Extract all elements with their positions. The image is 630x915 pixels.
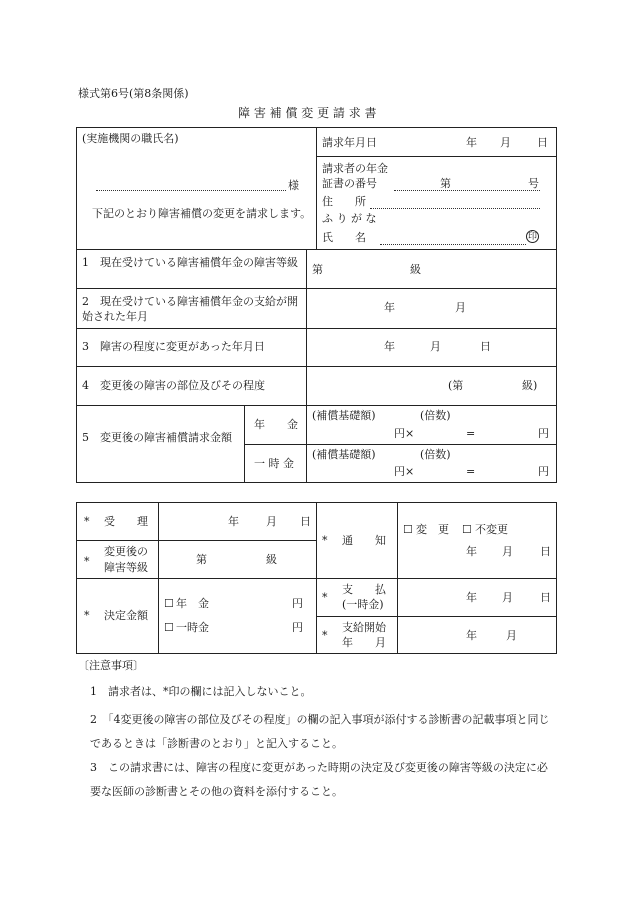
start-label-2: 年 月 [342, 636, 386, 649]
institution-label: (実施機関の職氏名) [82, 132, 179, 145]
request-date-label: 請求年月日 [322, 136, 377, 149]
notice-day: 日 [540, 545, 551, 558]
pension-no-gou: 号 [528, 177, 539, 190]
name-field[interactable] [380, 244, 526, 245]
row2-year: 年 [384, 301, 395, 314]
decided-pension-label: 年 金 [176, 597, 209, 610]
payment-star: * [322, 591, 328, 604]
payment-day: 日 [540, 591, 551, 604]
receipt-month: 月 [266, 515, 277, 528]
after-grade-kyu: 級 [266, 553, 277, 566]
request-date-month: 月 [500, 136, 511, 149]
after-grade-dai: 第 [196, 553, 207, 566]
notice-year: 年 [466, 545, 477, 558]
decided-pension-checkbox[interactable]: ☐ [164, 597, 174, 610]
note-item-3: 3 この請求書には、障害の程度に変更があった時期の決定及び変更後の障害等級の決定に必要な医師の診断書とその他の資料を添付すること。 [90, 761, 548, 798]
pension-no-label-1: 請求者の年金 [322, 162, 388, 175]
row5-lump-yen-x: 円× [394, 465, 415, 478]
notice-star: * [322, 534, 328, 547]
seal-mark: 印 [527, 232, 537, 242]
receipt-label: 受 理 [104, 515, 148, 528]
notice-nochange-checkbox[interactable]: ☐ [462, 523, 472, 536]
request-text: 下記のとおり障害補償の変更を請求します。 [92, 207, 312, 220]
request-date-day: 日 [537, 136, 548, 149]
start-label-1: 支給開始 [342, 621, 386, 634]
row1-kyu: 級 [410, 263, 421, 276]
pension-no-dai: 第 [440, 177, 451, 190]
after-grade-label-2: 障害等級 [104, 561, 148, 574]
name-label: 氏 名 [322, 231, 366, 244]
row4-label: 4 変更後の障害の部位及びその程度 [82, 379, 265, 392]
row2-month: 月 [455, 301, 466, 314]
decided-lump-label: 一時金 [176, 621, 209, 634]
notice-label: 通 知 [342, 534, 386, 547]
row4-grade-close: 級) [522, 379, 538, 392]
after-grade-label-1: 変更後の [104, 545, 148, 558]
row5-lump-yen: 円 [538, 465, 549, 478]
notice-change-label: 変 更 [416, 523, 449, 536]
row5-pension-multiplier: (倍数) [420, 409, 451, 422]
row2-label: 2 現在受けている障害補償年金の支給が開始された年月 [82, 295, 298, 323]
address-label: 住 所 [322, 195, 366, 208]
row5-pension-equals: = [466, 427, 476, 440]
payment-month: 月 [502, 591, 513, 604]
decided-label: 決定金額 [104, 609, 148, 622]
sama-label: 様 [288, 179, 299, 192]
decided-lump-checkbox[interactable]: ☐ [164, 621, 174, 634]
pension-no-label-2: 証書の番号 [322, 177, 377, 190]
payment-label-1: 支 払 [342, 583, 386, 596]
notice-month: 月 [502, 545, 513, 558]
decided-lump-yen: 円 [292, 621, 303, 634]
form-code: 様式第6号(第8条関係) [78, 87, 189, 100]
after-grade-star: * [84, 555, 90, 568]
row5-lump-multiplier: (倍数) [420, 448, 451, 461]
note-item-1: 1 請求者は、*印の欄には記入しないこと。 [90, 685, 312, 698]
row5-lump-label: 一 時 金 [254, 457, 294, 470]
row1-label: 1 現在受けている障害補償年金の障害等級 [82, 256, 298, 269]
decided-star: * [84, 609, 90, 622]
row5-pension-yen: 円 [538, 427, 549, 440]
row3-year: 年 [384, 340, 395, 353]
notes-heading: 〔注意事項〕 [78, 659, 144, 672]
start-star: * [322, 629, 328, 642]
institution-field[interactable] [96, 190, 286, 191]
address-field[interactable] [370, 208, 540, 209]
receipt-star: * [84, 515, 90, 528]
request-date-year: 年 [466, 136, 477, 149]
decided-pension-yen: 円 [292, 597, 303, 610]
row3-month: 月 [430, 340, 441, 353]
payment-year: 年 [466, 591, 477, 604]
form-title: 障 害 補 償 変 更 請 求 書 [238, 106, 377, 120]
pension-no-field[interactable] [394, 190, 540, 191]
row5-lump-equals: = [466, 465, 476, 478]
row5-label: 5 変更後の障害補償請求金額 [82, 431, 232, 444]
receipt-day: 日 [300, 515, 311, 528]
furigana-label: ふ り が な [322, 212, 377, 225]
notice-nochange-label: 不変更 [475, 523, 508, 536]
receipt-year: 年 [228, 515, 239, 528]
row5-pension-base: (補償基礎額) [312, 409, 376, 422]
start-month: 月 [506, 629, 517, 642]
note-item-2: 2 「4変更後の障害の部位及びその程度」の欄の記入事項が添付する診断書の記載事項と同じであるときは「診断書のとおり」と記入すること。 [90, 713, 550, 750]
row5-pension-label: 年 金 [254, 418, 298, 431]
row1-dai: 第 [312, 263, 323, 276]
row4-grade-open: (第 [448, 379, 464, 392]
payment-label-2: (一時金) [342, 598, 384, 611]
row3-day: 日 [480, 340, 491, 353]
notice-change-checkbox[interactable]: ☐ [403, 523, 413, 536]
row3-label: 3 障害の程度に変更があった年月日 [82, 340, 265, 353]
row5-pension-yen-x: 円× [394, 427, 415, 440]
start-year: 年 [466, 629, 477, 642]
row5-lump-base: (補償基礎額) [312, 448, 376, 461]
